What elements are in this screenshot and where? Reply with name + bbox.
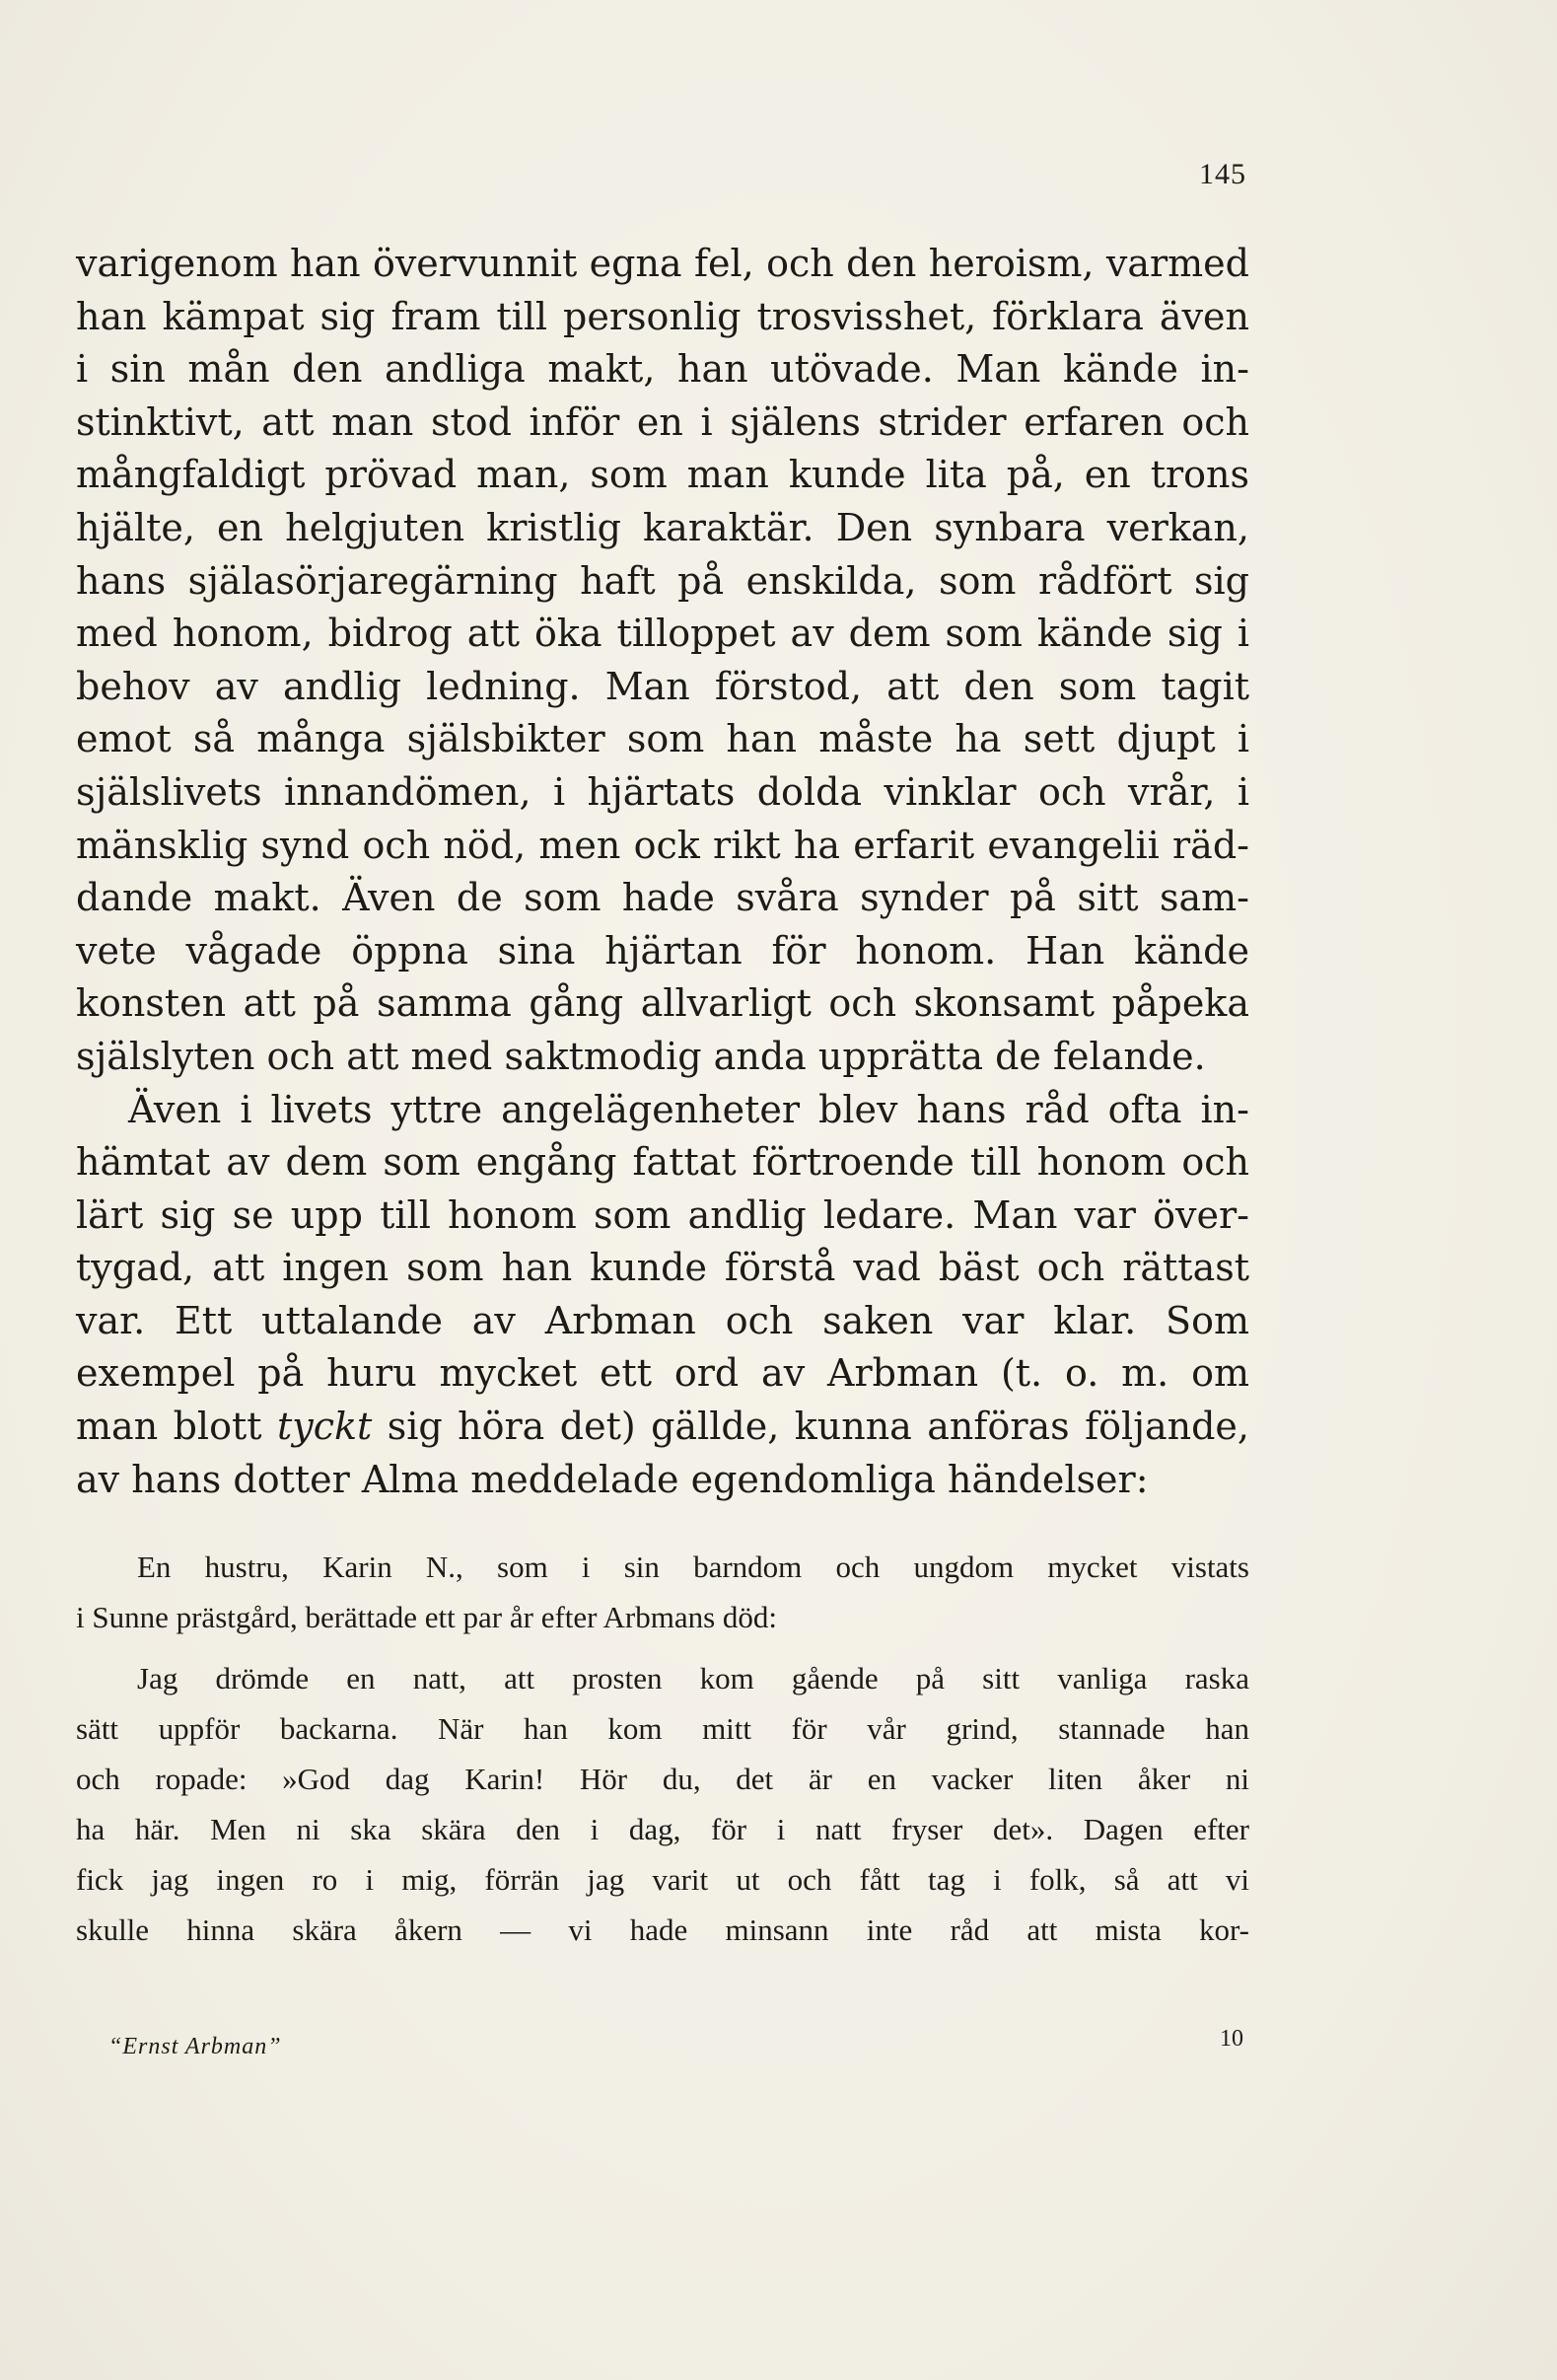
text-line: hämtat av dem som engång fattat förtroende till honom och [76,1140,1249,1185]
quoted-account-block [76,1542,1249,1955]
text-line: dande makt. Även de som hade svåra synder på sitt sam- [76,876,1249,920]
text-line-with-italic: man blott tyckt sig höra det) gällde, kunna anföras följande, [76,1405,1249,1449]
small-text-line: fick jag ingen ro i mig, förrän jag varit ut och fått tag i folk, så att vi [76,1862,1249,1897]
text-line: emot så många själsbikter som han måste ha sett djupt i [76,717,1249,761]
text-line: konsten att på samma gång allvarligt och skonsamt påpeka [76,981,1249,1026]
text-line: hjälte, en helgjuten kristlig karaktär. Den synbara verkan, [76,505,1249,549]
text-line: mångfaldigt prövad man, som man kunde lita på, en trons [76,453,1249,497]
text-line: Även i livets yttre angelägenheter blev hans råd ofta in- [128,1087,1249,1131]
small-text-line: sätt uppför backarna. När han kom mitt för vår grind, stannade han [76,1711,1249,1746]
text-line: hans själasörjaregärning haft på enskilda, som rådfört sig [76,558,1249,603]
small-text-line: och ropade: »God dag Karin! Hör du, det är en vacker liten åker ni [76,1762,1249,1796]
text-line: stinktivt, att man stod inför en i själens strider erfaren och [76,399,1249,444]
text-line: varigenom han övervunnit egna fel, och den heroism, varmed [76,242,1249,285]
text-line: vete vågade öppna sina hjärtan för honom. Han kände [76,928,1249,973]
emphasized-word: tyckt [276,1405,373,1449]
text-line: av hans dotter Alma meddelade egendomliga händelser: [76,1457,1149,1501]
signature-mark: “Ernst Arbman” [108,2034,282,2059]
text-line: lärt sig se upp till honom som andlig ledare. Man var över- [76,1192,1249,1237]
text-line: själslivets innandömen, i hjärtats dolda vinklar och vrår, i [76,769,1249,814]
small-text-line: Jag drömde en natt, att prosten kom gående på sitt vanliga raska [137,1661,1249,1695]
text-line: själslyten och att med saktmodig anda upprätta de felande. [76,1034,1206,1078]
text-line: i sin mån den andliga makt, han utövade. Man kände in- [76,347,1249,392]
small-text-line: En hustru, Karin N., som i sin barndom och ungdom mycket vistats [137,1550,1249,1584]
page-number: 145 [1199,158,1246,190]
text-line: var. Ett uttalande av Arbman och saken var klar. Som [76,1298,1249,1342]
small-text-line: i Sunne prästgård, berättade ett par år efter Arbmans död: [76,1600,778,1634]
text-line: mänsklig synd och nöd, men ock rikt ha erfarit evangelii räd- [76,823,1249,867]
small-text-line: skulle hinna skära åkern — vi hade minsann inte råd att mista kor- [76,1912,1249,1947]
main-text-block [76,238,1249,1506]
text-line: behov av andlig ledning. Man förstod, att den som tagit [76,664,1249,708]
small-text-line: ha här. Men ni ska skära den i dag, för i natt fryser det». Dagen efter [76,1812,1249,1846]
text-line: exempel på huru mycket ett ord av Arbman (t. o. m. om [76,1351,1249,1396]
text-line: med honom, bidrog att öka tilloppet av dem som kände sig i [76,612,1249,656]
sheet-number: 10 [1220,2026,1243,2052]
text-line: tygad, att ingen som han kunde förstå vad bäst och rättast [76,1246,1249,1290]
text-line: han kämpat sig fram till personlig trosvisshet, förklara även [76,294,1249,338]
